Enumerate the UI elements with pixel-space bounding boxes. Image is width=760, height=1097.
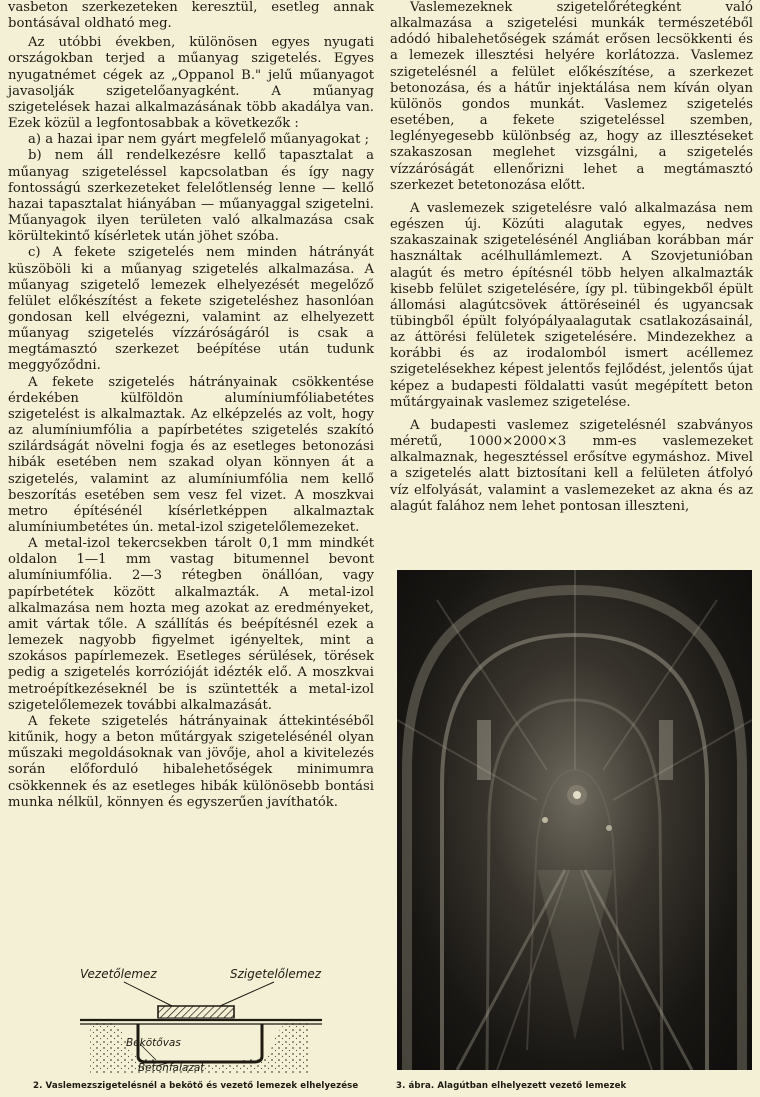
paragraph: A fekete szigetelés hátrányainak áttekintéséből kitűnik, hogy a beton műtárgyak szigetelésénél olyan műszaki megoldásoknak van jövője, ahol a kivitelezés során előforduló hibalehetőségek minimumra csökkennek és az esetleges hibák különösebb bontási munka nélkül, könnyen és egyszerűen javíthatók. <box>8 713 374 810</box>
paragraph: A metal-izol tekercsekben tárolt 0,1 mm mindkét oldalon 1—1 mm vastag bitumennel bevont alumíniumfólia. 2—3 rétegben önállóan, vagy papírbetétek között alkalmazták. A metal-izol alkalmazása nem hozta meg azokat az eredményeket, amit vártak tőle. A szállítás és beépítésnél ezek a lemezek nagyobb figyelmet igényeltek, mint a szokásos papírlemezek. Esetleges sérülések, törések pedig a szigetelés korrózióját idézték elő. A moszkvai metroépítkezéseknél be is szüntették a metal-izol szigetelőlemezek további alkalmazását. <box>8 536 374 713</box>
right-text-column <box>390 0 753 515</box>
diagram-label-vezetolemez: Vezetőlemez <box>80 967 157 981</box>
diagram-label-szigetelolemez: Szigetelőlemez <box>230 967 322 981</box>
paragraph: vasbeton szerkezeteken keresztül, esetleg annak bontásával oldható meg. <box>8 0 374 32</box>
paragraph: Az utóbbi években, különösen egyes nyugati országokban terjed a műanyag szigetelés. Egyes nyugatnémet cégek az „Oppanol B." jelű műanyagot javasolják szigetelőanyagként. A műanyag szigetelések hazai alkalmazásának több akadálya van. Ezek közül a legfontosabbak a következők : <box>8 35 374 132</box>
paragraph: A fekete szigetelés hátrányainak csökkentése érdekében külföldön alumíniumfóliabetétes szigetelést is alkalmaztak. Az elképzelés az volt, hogy az alumíniumfólia a papírbetétes szigetelés szakító szilárdságát növelni fogja és az esetleges betonozási hibák esetében nem szakad olyan könnyen át a szigetelés, valamint az alumíniumfólia nem kellő beszorítás esetében sem vesz fel vizet. A moszkvai metro építésénél kísérletképpen alkalmaztak alumíniumbetétes ún. metal-izol szigetelőlemezeket. <box>8 374 374 535</box>
paragraph: A vaslemezek szigetelésre való alkalmazása nem egészen új. Közúti alagutak egyes, nedves szakaszainak szigetelésénél Angliában korábban már használtak acélhullámlemezt. A Szovjetunióban alagút és metro építésnél több helyen alkalmazták kisebb felület szigetelésére, így pl. tübingekből épült állomási alagútcsövek áttöréseinél és ugyancsak tübingből épült folyópályaalagutak csatlakozásainál, az áttörési felületek szigetelésére. Mindezekhez a korábbi és az irodalomból ismert acéllemez szigetelésekhez képest jelentős fejlődést, jelentős újat képez a budapesti földalatti vasút megépített beton műtárgyainak vaslemez szigetelése. <box>390 200 753 410</box>
figure-caption-right: 3. ábra. Alagútban elhelyezett vezető lemezek <box>396 1081 627 1091</box>
diagram-label-betonfalazat: Betonfalazat <box>138 1062 205 1074</box>
tunnel-photo <box>397 570 752 1070</box>
paragraph: A budapesti vaslemez szigetelésnél szabványos méretű, 1000×2000×3 mm-es vaslemezeket alkalmaznak, hegesztéssel erősítve egymáshoz. Mivel a szigetelés alatt biztosítani kell a felületen átfolyó víz elfolyását, valamint a vaslemezeket az akna és az alagút falához nem lehet pontosan illeszteni, <box>390 417 753 514</box>
list-item-b: b) nem áll rendelkezésre kellő tapasztalat a műanyag szigeteléssel kapcsolatban és így nagy fontosságú szerkezeteket felelőtlenség lenne — kellő hazai tapasztalat hiányában — műanyaggal szigetelni. Műanyagok ilyen területen való alkalmazása csak körültekintő kísérletek után jöhet szóba. <box>8 148 374 245</box>
paragraph: Vaslemezeknek szigetelőrétegként való alkalmazása a szigetelési munkák természetéből adódó hibalehetőségek számát erősen lecsökkenti és a lemezek illesztési helyére korlátozza. Vaslemez szigetelésnél a felület előkészítése, a szerkezet betonozása, és a hátűr injektálása nem kíván olyan különös gondos munkát. Vaslemez szigetelés esetében, a fekete szigeteléssel szemben, leglényegesebb különbség az, hogy az illesztéseket szakaszosan meglehet vizsgálni, a szigetelés vízzáróságát ellenőrizni lehet a megtámasztó szerkezet betetonozása előtt. <box>390 0 753 193</box>
figure-caption-left: 2. Vaslemezszigetelésnél a bekötő és vezető lemezek elhelyezése <box>33 1081 359 1091</box>
list-item-a: a) a hazai ipar nem gyárt megfelelő műanyagokat ; <box>28 132 370 148</box>
insulation-diagram <box>60 962 335 1074</box>
left-text-column <box>8 0 374 811</box>
diagram-label-bekotovas: Bekötővas <box>126 1037 181 1049</box>
list-item-c: c) A fekete szigetelés nem minden hátrányát küszöböli ki a műanyag szigetelés alkalmazása. A műanyag szigetelő lemezek elhelyezését megelőző felület előkészítést a fekete szigeteléshez hasonlóan gondosan kell elvégezni, valamint az elhelyezett műanyag szigetelés vízzáróságáról is csak a megtámasztó szerkezet beépítése után tudunk meggyőződni. <box>8 245 374 374</box>
